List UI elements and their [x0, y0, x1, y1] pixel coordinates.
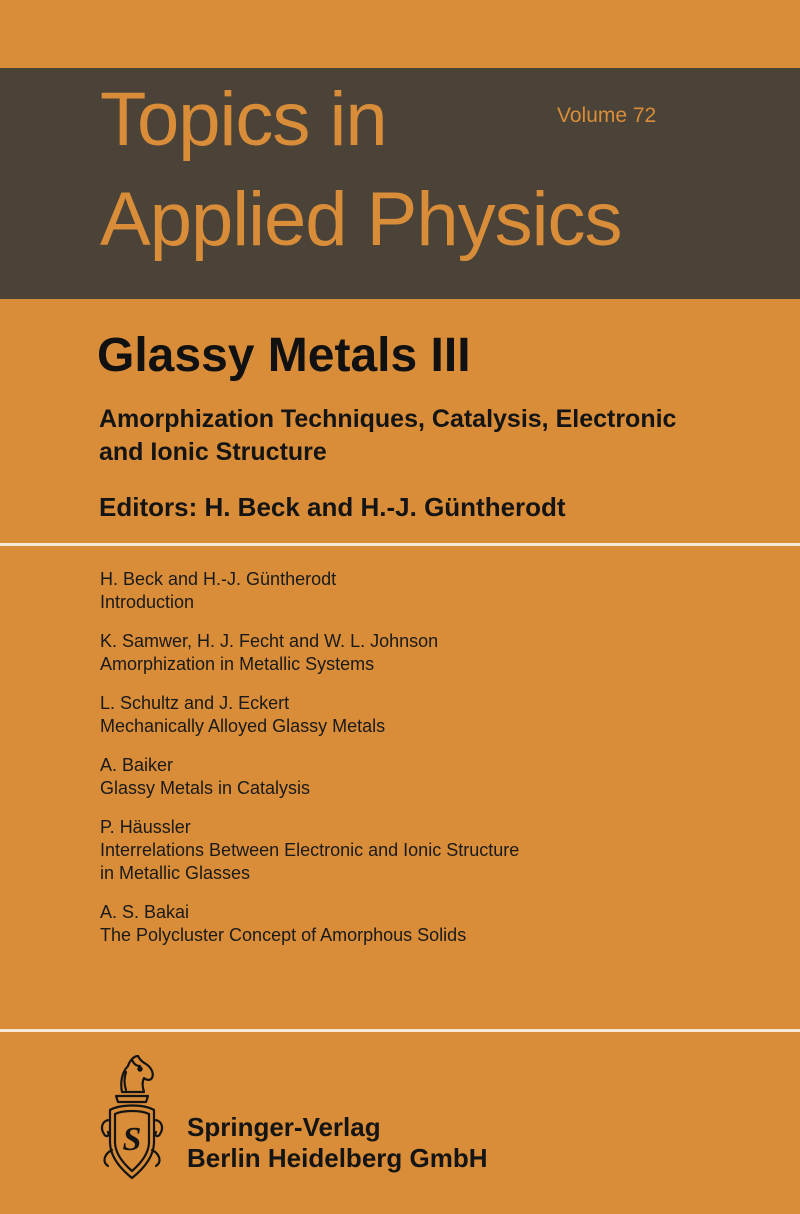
bottom-divider: [0, 1029, 800, 1032]
editors-line: Editors: H. Beck and H.-J. Güntherodt: [99, 492, 566, 522]
entry-title-continued: in Metallic Glasses: [100, 863, 251, 883]
entry-authors: A. Baiker: [100, 755, 174, 775]
entry-authors: L. Schultz and J. Eckert: [100, 693, 290, 713]
book-title: Glassy Metals III: [97, 329, 471, 382]
entry-title: Interrelations Between Electronic and Ionic Structure: [100, 840, 520, 860]
entry-authors: H. Beck and H.-J. Güntherodt: [100, 569, 337, 589]
series-title-line-2: Applied Physics: [100, 177, 622, 262]
subtitle-line-2: and Ionic Structure: [99, 437, 327, 466]
entry-authors: P. Häussler: [100, 817, 191, 837]
contents-entry: [100, 630, 780, 676]
springer-knight-logo-icon: [96, 1050, 168, 1186]
contents-entry: [100, 692, 780, 738]
series-title-line-1: Topics in: [100, 77, 387, 162]
top-divider: [0, 543, 800, 546]
contents-list: [100, 568, 780, 963]
entry-authors: A. S. Bakai: [100, 902, 190, 922]
volume-number: Volume 72: [557, 104, 657, 127]
entry-title: The Polycluster Concept of Amorphous Solids: [100, 925, 467, 945]
publisher-name: [187, 1112, 488, 1174]
entry-authors: K. Samwer, H. J. Fecht and W. L. Johnson: [100, 631, 439, 651]
contents-entry: [100, 901, 780, 947]
contents-entry: [100, 816, 780, 885]
svg-text:S: S: [122, 1121, 142, 1158]
entry-title: Amorphization in Metallic Systems: [100, 654, 375, 674]
contents-entry: [100, 754, 780, 800]
publisher-line-1: Springer-Verlag: [187, 1112, 381, 1142]
publisher-line-2: Berlin Heidelberg GmbH: [187, 1143, 488, 1174]
entry-title: Glassy Metals in Catalysis: [100, 778, 311, 798]
contents-entry: [100, 568, 780, 614]
book-subtitle: [99, 403, 779, 468]
entry-title: Mechanically Alloyed Glassy Metals: [100, 716, 386, 736]
entry-title: Introduction: [100, 592, 195, 612]
subtitle-line-1: Amorphization Techniques, Catalysis, Electronic: [99, 405, 677, 433]
